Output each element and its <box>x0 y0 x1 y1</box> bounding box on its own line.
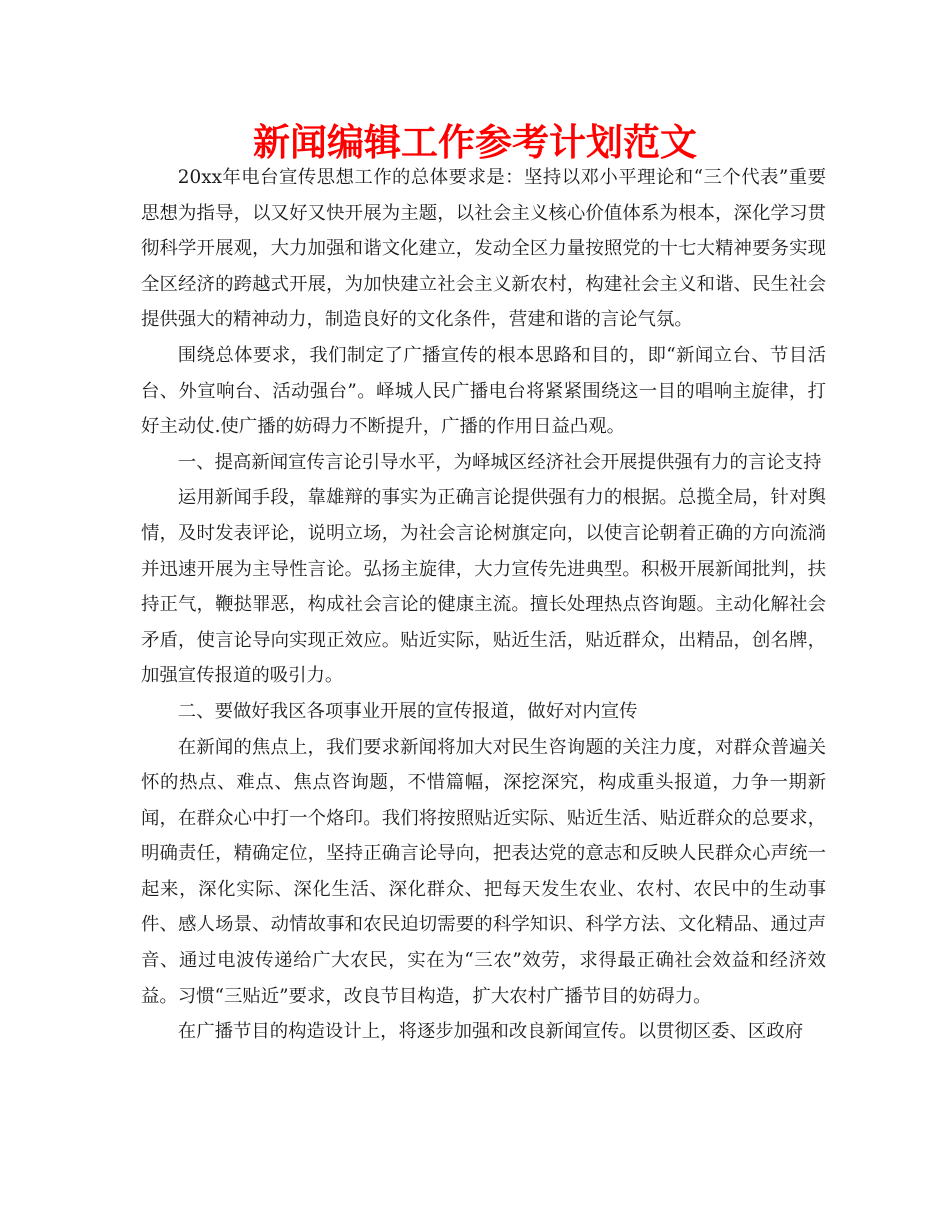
paragraph-general-requirements: 20xx年电台宣传思想工作的总体要求是：坚持以邓小平理论和“三个代表”重要思想为指导，以又好又快开展为主题，以社会主义核心价值体系为根本，深化学习贯彻科学开展观，大力加强和谐文化建立，发动全区力量按照党的十七大精神要务实现全区经济的跨越式开展，为加快建立社会主义新农村，构建社会主义和谐、民生社会提供强大的精神动力，制造良好的文化条件，营建和谐的言论气氛。 <box>141 167 826 331</box>
paragraph-basic-approach: 围绕总体要求，我们制定了广播宣传的根本思路和目的，即“新闻立台、节目活台、外宣响台、活动强台”。峄城人民广播电台将紧紧围绕这一目的唱响主旋律，打好主动仗.使广播的妨碍力不断提升，广播的作用日益凸观。 <box>141 344 826 438</box>
section-heading-1: 一、提高新闻宣传言论引导水平，为峄城区经济社会开展提供强有力的言论支持 <box>177 451 822 473</box>
document-body <box>141 160 826 1050</box>
section-heading-2: 二、要做好我区各项事业开展的宣传报道，做好对内宣传 <box>177 700 638 722</box>
paragraph-program-structure: 在广播节目的构造设计上，将逐步加强和改良新闻宣传。以贯彻区委、区政府 <box>177 1021 804 1043</box>
document-title: 新闻编辑工作参考计划范文 <box>253 121 697 164</box>
paragraph-news-focus: 在新闻的焦点上，我们要求新闻将加大对民生咨询题的关注力度，对群众普遍关怀的热点、难点、焦点咨询题，不惜篇幅，深挖深究，构成重头报道，力争一期新闻，在群众心中打一个烙印。我们将按照贴近实际、贴近生活、贴近群众的总要求，明确责任，精确定位，坚持正确言论导向，把表达党的意志和反映人民群众心声统一起来，深化实际、深化生活、深化群众、把每天发生农业、农村、农民中的生动事件、感人场景、动情故事和农民迫切需要的科学知识、科学方法、文化精品、通过声音、通过电波传递给广大农民，实在为“三农”效劳，求得最正确社会效益和经济效益。习惯“三贴近”要求，改良节目构造，扩大农村广播节目的妨碍力。 <box>141 736 826 1007</box>
paragraph-public-opinion: 运用新闻手段，靠雄辩的事实为正确言论提供强有力的根据。总揽全局，针对舆情，及时发表评论，说明立场，为社会言论树旗定向，以使言论朝着正确的方向流淌并迅速开展为主导性言论。弘扬主旋律，大力宣传先进典型。积极开展新闻批判，扶持正气，鞭挞罪恶，构成社会言论的健康主流。擅长处理热点咨询题。主动化解社会矛盾，使言论导向实现正效应。贴近实际，贴近生活，贴近群众，出精品，创名牌，加强宣传报道的吸引力。 <box>141 487 826 687</box>
